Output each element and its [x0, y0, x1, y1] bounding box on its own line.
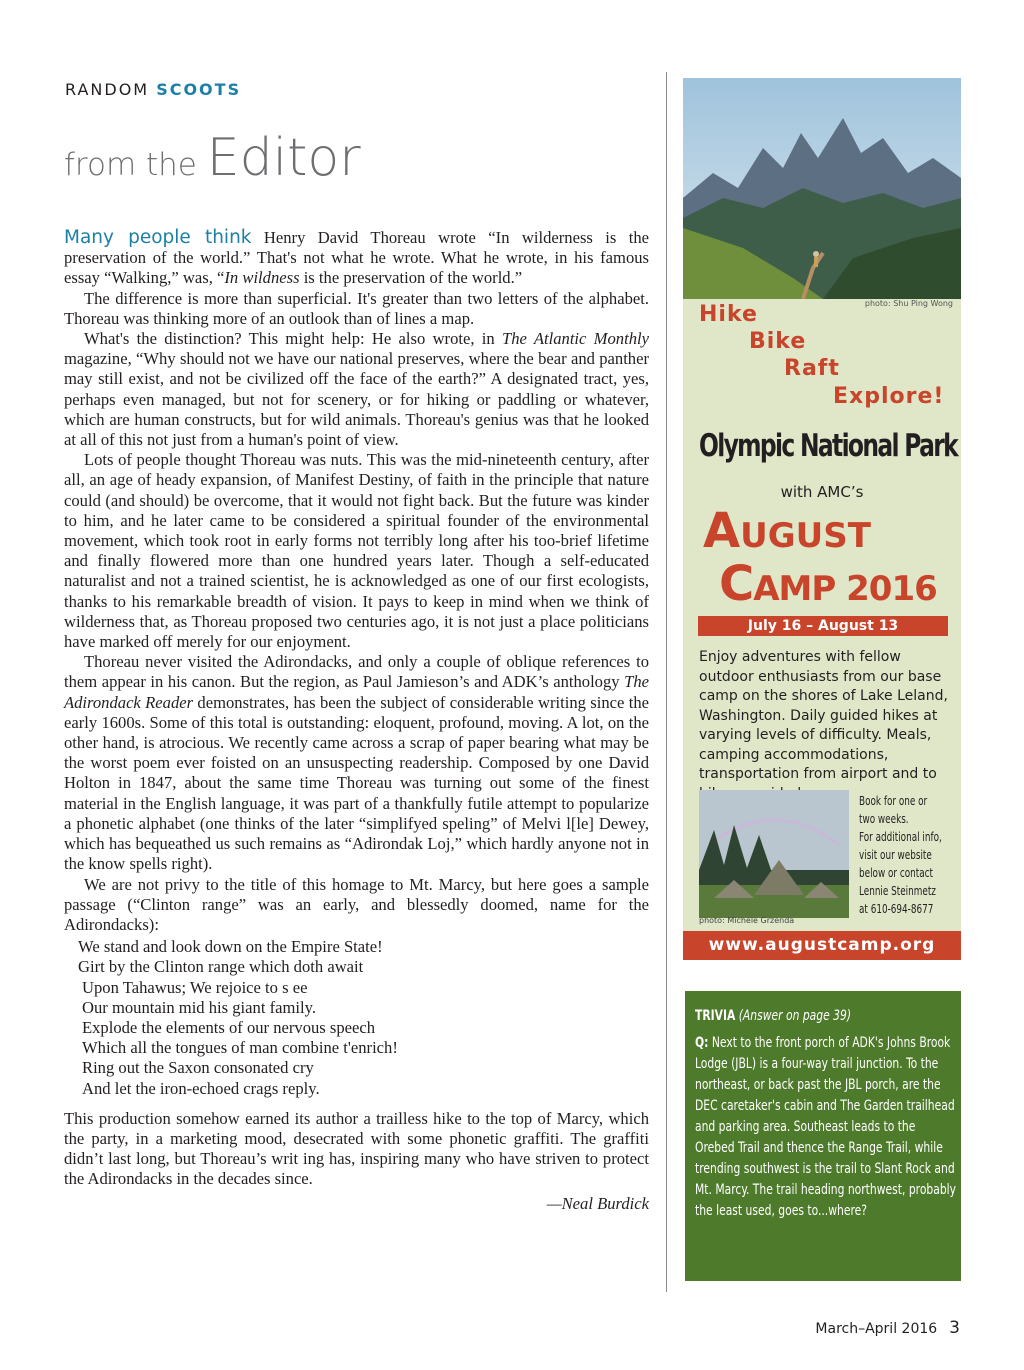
activity-bike: Bike [749, 329, 807, 354]
trivia-question: Q: Next to the front porch of ADK's Johns Brook Lodge (JBL) is a four-way trail junction. To the northeast, or back past the JBL porch, are the DEC caretaker's cabin and The Garden trailhead and parking area. Southeast leads to the Orebed Trail and thence the Range Trail, while trending southwest is the trail to Slant Rock and Mt. Marcy. The trail heading northwest, probably the least used, goes to...where? [695, 1034, 957, 1219]
column-divider [666, 72, 667, 1292]
article-paragraph: Thoreau never visited the Adirondacks, and only a couple of oblique references to them appear in his canon. But the region, as Paul Jamieson’s and ADK’s anthology The Adirondack Reader demonstrates, has been the subject of considerable writing since the early 1600s. Some of this total is outstanding: eloquent, profound, moving. A lot, on the other hand, is atrocious. We recently came across a scrap of paper bearing what may be the worst poem ever foisted on an unsuspecting readership. Composed by one David Holton in 1847, about the same time Thoreau was turning out some of the finest material in the English language, it was part of a thankfully futile attempt to popularize a phonetic alphabet (one thinks of the later “simplifyed speling” of Melvi l[le] Dewey, which has bequeathed us such remains as “Adirondak Loj,” which hardly anyone not in the know spells right). [64, 652, 649, 874]
poem-line: Ring out the Saxon consonated cry [82, 1058, 314, 1078]
article-paragraph: Lots of people thought Thoreau was nuts. This was the mid-nineteenth century, after all, an age of heady expansion, of Manifest Destiny, of faith in the principle that nature could (and should) be overcome, that it would not fight back. But the future was kinder to him, and he later came to be considered a spiritual founder of the environmental movement, which took root in early forms not terribly long after his too-brief lifetime and finally flowered more than one hundred years later. Though a self-educated naturalist and not a trained scientist, he is acknowledged as one of our first ecologists, thanks to his remarkable breadth of vision. It pays to keep in mind when we think of wilderness that, as Thoreau proposed two centuries ago, it is not just a place politicians have marked off merely for our enjoyment. [64, 450, 649, 652]
article-paragraph: Many people think Henry David Thoreau wrote “In wilderness is the preservation of the world.” That's not what he wrote. What he wrote, in his famous essay “Walking,” was, “In wildness is the preservation of the world.” [64, 227, 649, 288]
camp-title-line2: CAMP 2016 [719, 556, 937, 612]
page-title-main: Editor [206, 128, 361, 188]
mountain-hiker-photo [683, 78, 961, 299]
poem-line: Which all the tongues of man combine t'enrich! [82, 1038, 398, 1058]
poem-line: Our mountain mid his giant family. [82, 997, 316, 1017]
photo-credit: photo: Michele Grzenda [699, 916, 795, 925]
booking-info: Book for one or two weeks. For additional info, visit our website below or contact Lennie Steinmetz at 610-694-8677 [859, 794, 942, 916]
photo-credit: photo: Shu Ping Wong [864, 299, 953, 308]
camp-dates: July 16 – August 13 [698, 616, 948, 636]
issue-date: March–April 2016 [815, 1321, 938, 1337]
poem-line: Girt by the Clinton range which doth await [78, 957, 364, 977]
article-paragraph: The difference is more than superficial. It's greater than two letters of the alphabet. Thoreau was thinking more of an outlook than of lines a map. [64, 288, 649, 328]
article-paragraph: We are not privy to the title of this homage to Mt. Marcy, but here goes a sample passage (“Clinton range” was an early, and blessedly doomed, name for the Adirondacks): [64, 874, 649, 934]
editorial-article [64, 228, 649, 1214]
trivia-box [685, 991, 961, 1281]
activity-explore: Explore! [833, 384, 945, 409]
article-paragraph: What's the distinction? This might help: He also wrote, in The Atlantic Monthly magazine, “Why should not we have our national preserves, where the bear and panther may still exist, and not be civilized off the face of the earth?” A designated tract, yes, perhaps even managed, but not for scenery, or for hiking or paddling or whatever, which are human constructs, but for wild animals. Thoreau's genius was that he looked at all of this not just from a human's point of view. [64, 329, 649, 450]
camp-tent-photo [699, 790, 849, 918]
page-number: 3 [949, 1318, 960, 1338]
page-footer [815, 1318, 960, 1338]
poem-line: And let the iron-echoed crags reply. [82, 1078, 320, 1098]
august-camp-ad [683, 78, 961, 960]
poem-line: Explode the elements of our nervous speech [82, 1017, 376, 1037]
section-kicker-accent: SCOOTS [156, 80, 242, 99]
article-byline: —Neal Burdick [546, 1193, 649, 1213]
ad-description: Enjoy adventures with fellow outdoor enthusiasts from our base camp on the shores of Lake Leland, Washington. Daily guided hikes at varying levels of difficulty. Meals, camping accommodations, transportation from airport and to [699, 649, 948, 782]
park-name: Olympic National Park [699, 428, 957, 464]
activity-raft: Raft [784, 356, 840, 381]
camp-website-link[interactable]: www.augustcamp.org [683, 931, 961, 960]
section-kicker: RANDOM SCOOTS [65, 80, 242, 99]
trivia-heading: TRIVIA (Answer on page 39) [695, 1007, 852, 1024]
with-amc: with AMC’s [780, 483, 864, 501]
poem-line: We stand and look down on the Empire State! [78, 937, 383, 957]
poem-excerpt [78, 937, 649, 1099]
activity-hike: Hike [699, 302, 758, 327]
poem-line: Upon Tahawus; We rejoice to s ee [82, 977, 308, 997]
page-title: from the Editor [64, 128, 361, 188]
article-paragraph: This production somehow earned its author a trailless hike to the top of Marcy, which the party, in a marketing mood, desecrated with some phonetic graffiti. The graffiti didn’t last long, but Thoreau’s writ ing has, inspiring many who have striven to protect the Adirondacks in the decades since. [64, 1108, 649, 1189]
camp-title-line1: AUGUST [703, 503, 871, 559]
article-lead: Many people think [64, 227, 252, 248]
